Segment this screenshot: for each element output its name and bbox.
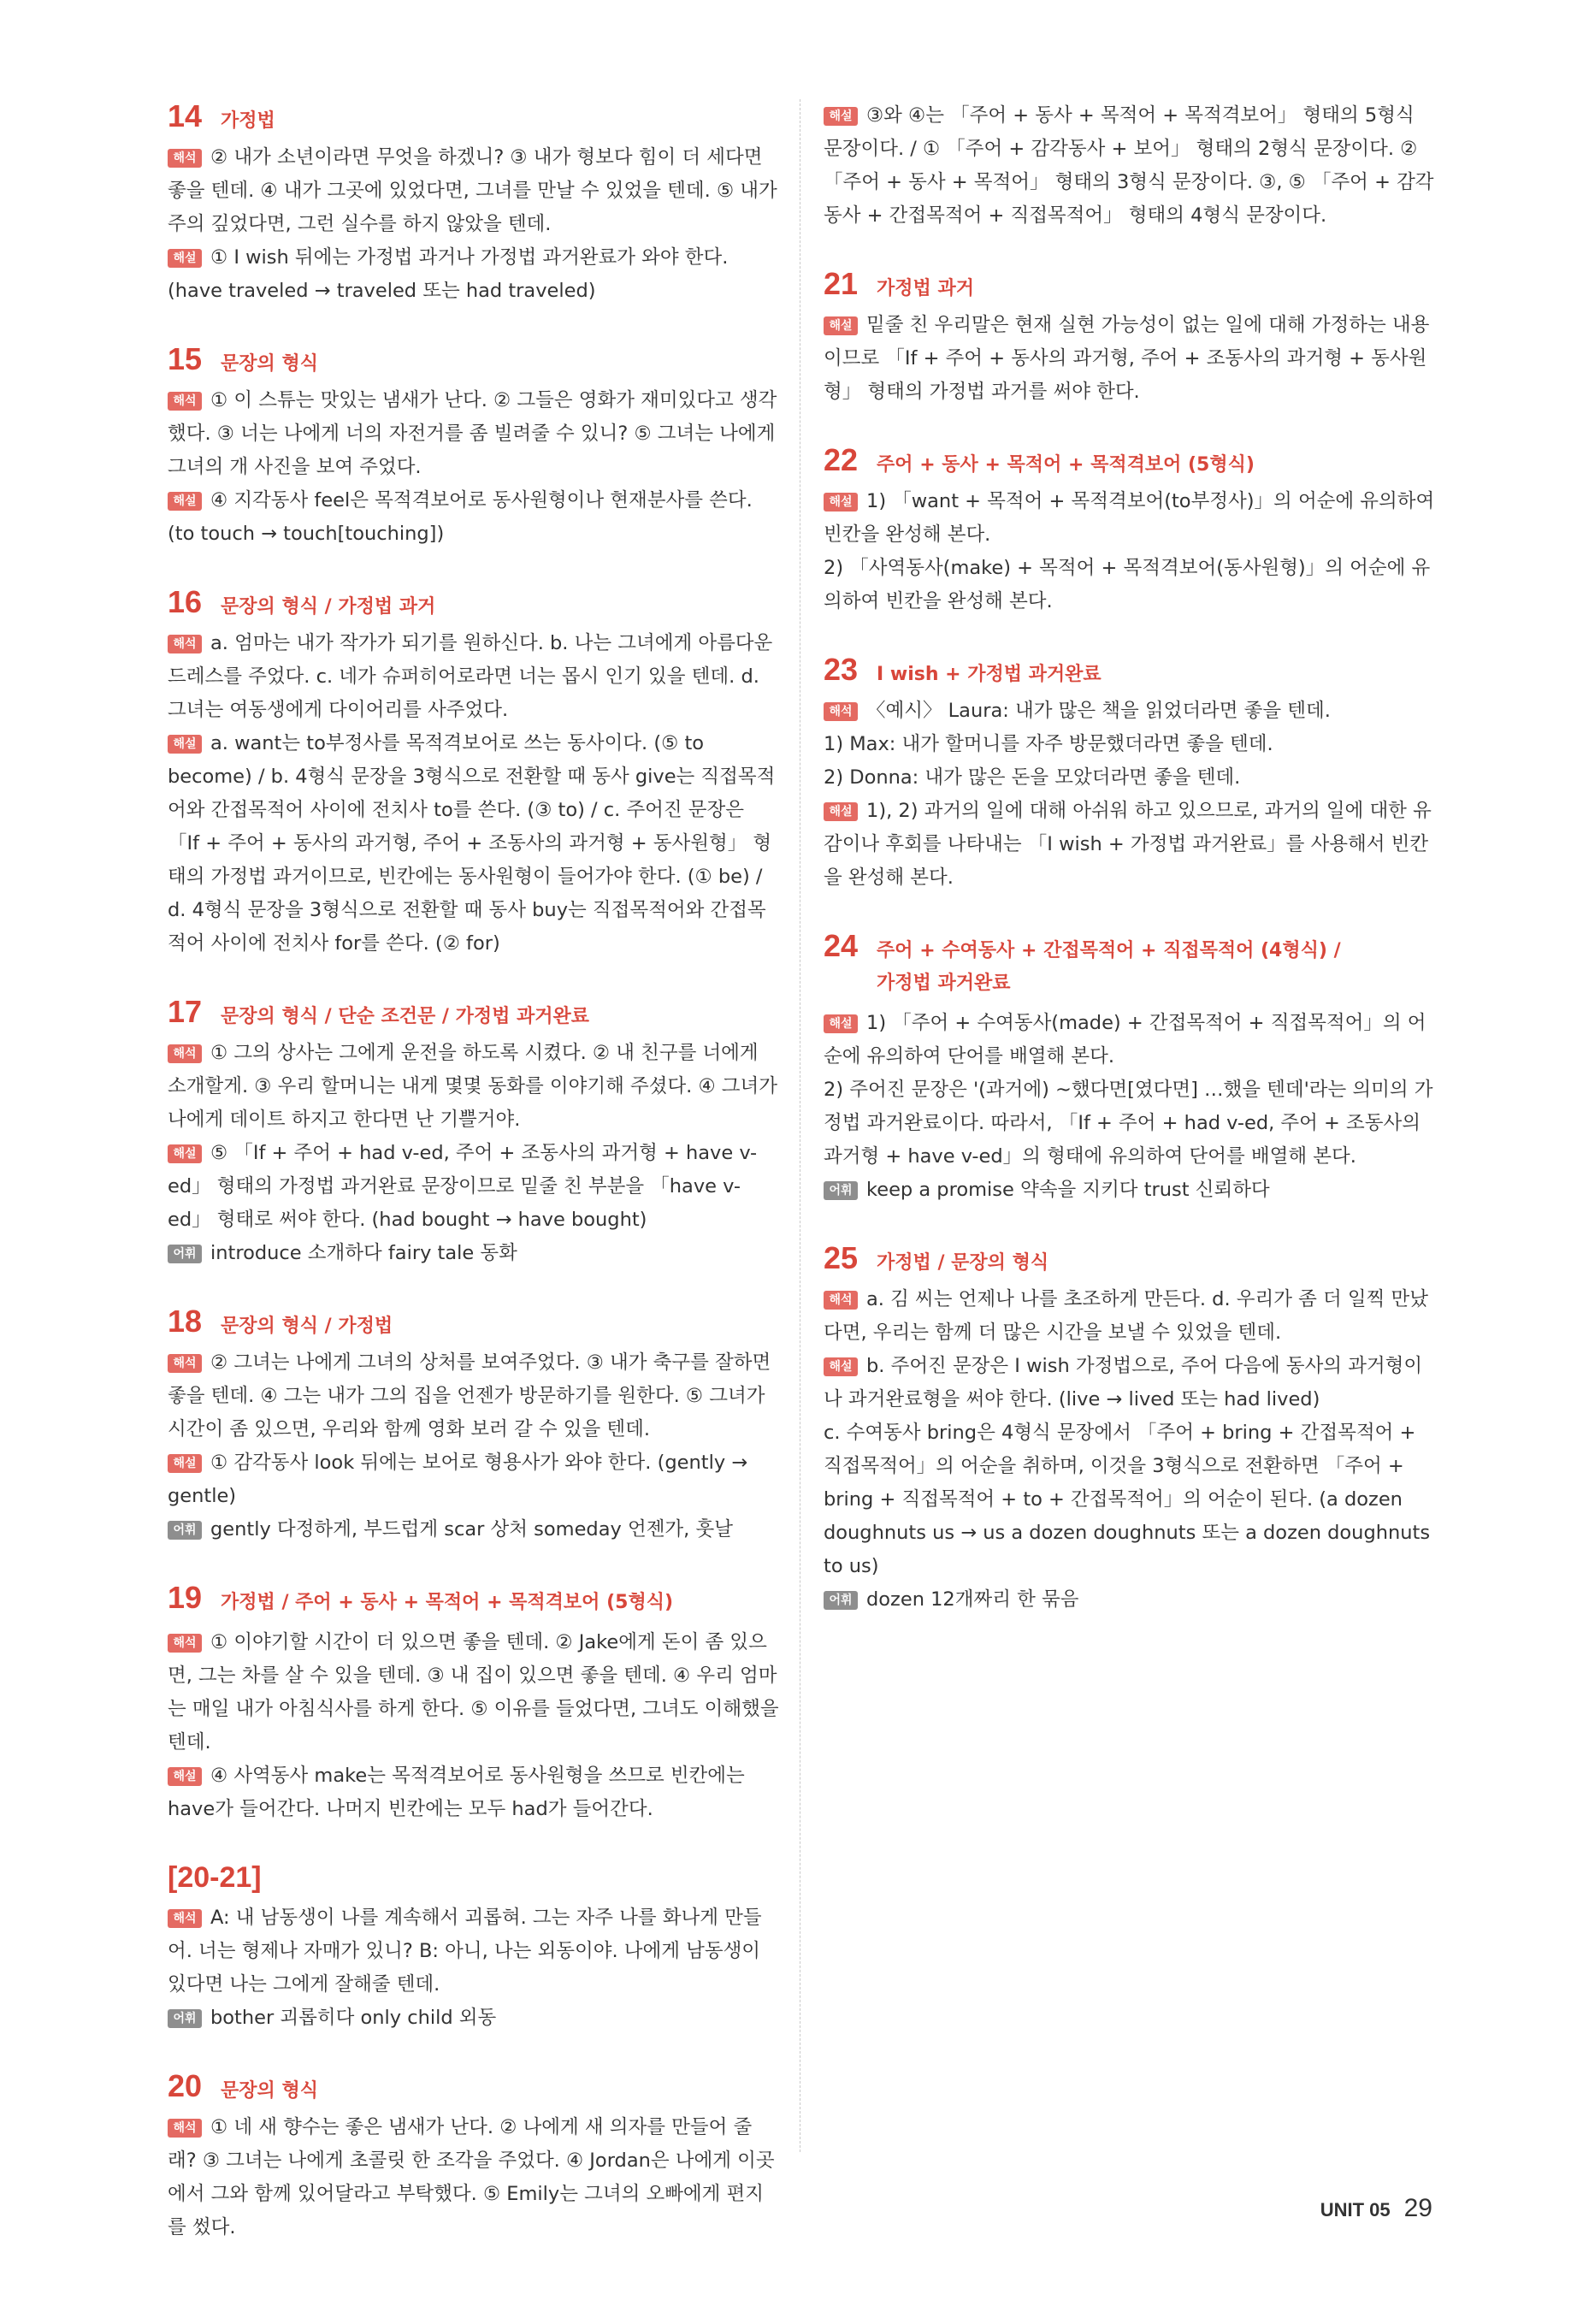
question-header (824, 443, 1435, 478)
page-number: 29 (1403, 2194, 1432, 2222)
question-topic: 가정법 / 문장의 형식 (877, 1252, 1049, 1274)
question-block (168, 995, 779, 1270)
question-topic: I wish + 가정법 과거완료 (877, 664, 1102, 685)
explanation-paragraph (168, 727, 779, 961)
question-number: 17 (168, 994, 203, 1029)
question-header (824, 1241, 1435, 1276)
label-badge: 해설 (168, 1767, 202, 1786)
label-badge: 해설 (824, 1014, 858, 1033)
question-topic: 문장의 형식 (221, 2080, 318, 2102)
question-header (824, 929, 1435, 1000)
explanation-paragraph (824, 485, 1435, 552)
question-number: 14 (168, 98, 203, 133)
paragraph-text: ① 이야기할 시간이 더 있으면 좋을 텐데. ② Jake에게 돈이 좀 있으면, 그는 차를 살 수 있을 텐데. ③ 내 집이 있으면 좋을 텐데. ④ 우리 엄마는 매일 내가 아침식사를 하게 한다. ⑤ 이유를 들었다면, 그녀도 이해했을 텐데. (168, 1631, 779, 1753)
paragraph-text: ③와 ④는 「주어 + 동사 + 목적어 + 목적격보어」 형태의 5형식 문장이다. / ① 「주어 + 감각동사 + 보어」 형태의 2형식 문장이다. ② 「주어 + 동사 + 목적어」 형태의 3형식 문장이다. ③, ⑤ 「주어 + 감각동사 + 간접목적어 + 직접목적어」 형태의 4형식 문장이다. (824, 104, 1434, 227)
question-block (168, 2069, 779, 2244)
question-topic: 가정법 (221, 110, 275, 132)
question-header (168, 342, 779, 377)
question-header (168, 995, 779, 1030)
paragraph-text: b. 주어진 문장은 I wish 가정법으로, 주어 다음에 동사의 과거형이나 과거완료형을 써야 한다. (live → lived 또는 had lived) (824, 1355, 1423, 1410)
paragraph-text: c. 수여동사 bring은 4형식 문장에서 「주어 + bring + 간접목적어 + 직접목적어」의 어순을 취하며, 이것을 3형식으로 전환하면 「주어 + bring + 직접목적어 + to + 간접목적어」의 어순이 된다. (a dozen doughnuts us → us a dozen doughnuts 또는 a dozen doughnuts to us) (824, 1422, 1431, 1577)
explanation-paragraph (824, 1073, 1435, 1174)
question-number: 24 (824, 928, 859, 963)
explanation-paragraph (168, 141, 779, 241)
question-block (168, 585, 779, 961)
paragraph-text: ① I wish 뒤에는 가정법 과거나 가정법 과거완료가 와야 한다. (have traveled → traveled 또는 had traveled) (168, 246, 729, 302)
question-header (168, 1304, 779, 1339)
label-badge: 해석 (168, 392, 202, 411)
paragraph-text: keep a promise 약속을 지키다 trust 신뢰하다 (866, 1179, 1270, 1201)
label-badge: 해석 (168, 149, 202, 168)
paragraph-text: a. 엄마는 내가 작가가 되기를 원하신다. b. 나는 그녀에게 아름다운 드레스를 주었다. c. 네가 슈퍼히어로라면 너는 몹시 인기 있을 텐데. d. 그녀는 여동생에게 다이어리를 사주었다. (168, 632, 773, 721)
explanation-paragraph (824, 552, 1435, 618)
label-badge: 해석 (168, 1909, 202, 1928)
explanation-paragraph (824, 761, 1435, 795)
paragraph-text: 1) 「want + 목적어 + 목적격보어(to부정사)」의 어순에 유의하여 빈칸을 완성해 본다. (824, 490, 1435, 546)
label-badge: 해석 (168, 2119, 202, 2138)
paragraph-text: ④ 지각동사 feel은 목적격보어로 동사원형이나 현재분사를 쓴다. (to touch → touch[touching]) (168, 489, 753, 545)
label-badge: 해설 (168, 1144, 202, 1163)
explanation-paragraph (824, 728, 1435, 761)
page-footer (1320, 2194, 1432, 2223)
question-header (168, 1860, 779, 1895)
label-badge: 해석 (168, 1634, 202, 1653)
label-badge: 어휘 (824, 1181, 858, 1200)
question-block (168, 1581, 779, 1826)
explanation-paragraph (168, 2002, 779, 2035)
paragraph-text: ① 감각동사 look 뒤에는 보어로 형용사가 와야 한다. (gently → gentle) (168, 1452, 748, 1507)
question-block (168, 1860, 779, 2035)
explanation-paragraph (168, 384, 779, 484)
label-badge: 해설 (824, 493, 858, 512)
question-block (168, 99, 779, 308)
paragraph-text: ② 내가 소년이라면 무엇을 하겠니? ③ 내가 형보다 힘이 더 세다면 좋을 텐데. ④ 내가 그곳에 있었다면, 그녀를 만날 수 있었을 텐데. ⑤ 내가 주의 깊었다면, 그런 실수를 하지 않았을 텐데. (168, 146, 777, 235)
paragraph-text: 1) 「주어 + 수여동사(made) + 간접목적어 + 직접목적어」의 어순에 유의하여 단어를 배열해 본다. (824, 1012, 1426, 1067)
question-number: 18 (168, 1304, 203, 1339)
explanation-paragraph (168, 1626, 779, 1759)
question-topic: 가정법 과거 (877, 278, 974, 299)
explanation-paragraph (168, 1513, 779, 1546)
question-header (168, 1581, 779, 1619)
question-header (168, 99, 779, 134)
explanation-paragraph (168, 627, 779, 727)
paragraph-text: 2) 「사역동사(make) + 목적어 + 목적격보어(동사원형)」의 어순에 유의하여 빈칸을 완성해 본다. (824, 557, 1431, 612)
paragraph-text: ② 그녀는 나에게 그녀의 상처를 보여주었다. ③ 내가 축구를 잘하면 좋을 텐데. ④ 그는 내가 그의 집을 언젠가 방문하기를 원한다. ⑤ 그녀가 시간이 좀 있으면, 우리와 함께 영화 보러 갈 수 있을 텐데. (168, 1351, 771, 1440)
paragraph-text: a. want는 to부정사를 목적격보어로 쓰는 동사이다. (⑤ to become) / b. 4형식 문장을 3형식으로 전환할 때 동사 give는 직접목적어와 간접목적어 사이에 전치사 to를 쓴다. (③ to) / c. 주어진 문장은 「If + 주어 + 동사의 과거형, 주어 + 조동사의 과거형 + 동사원형」 형태의 가정법 과거이므로, 빈칸에는 동사원형이 들어가야 한다. (① be) / d. 4형식 문장을 3형식으로 전환할 때 동사 buy는 직접목적어와 간접목적어 사이에 전치사 for를 쓴다. (② for) (168, 732, 776, 955)
paragraph-text: bother 괴롭히다 only child 외동 (210, 2007, 497, 2029)
label-badge: 해석 (824, 702, 858, 721)
explanation-paragraph (168, 484, 779, 551)
explanation-paragraph (824, 1174, 1435, 1207)
paragraph-text: 1) Max: 내가 할머니를 자주 방문했더라면 좋을 텐데. (824, 733, 1273, 755)
paragraph-text: introduce 소개하다 fairy tale 동화 (210, 1242, 517, 1264)
label-badge: 해설 (168, 735, 202, 754)
paragraph-text: A: 내 남동생이 나를 계속해서 괴롭혀. 그는 자주 나를 화나게 만들어. 너는 형제나 자매가 있니? B: 아니, 나는 외동이야. 나에게 남동생이 있다면 나는 그에게 잘해줄 텐데. (168, 1907, 762, 1996)
label-badge: 해설 (168, 1454, 202, 1473)
explanation-paragraph (824, 1416, 1435, 1583)
explanation-paragraph (824, 1007, 1435, 1073)
explanation-paragraph (168, 1037, 779, 1137)
explanation-paragraph (168, 1759, 779, 1826)
left-column (168, 99, 779, 2279)
question-topic: 문장의 형식 / 단순 조건문 / 가정법 과거완료 (221, 1006, 590, 1027)
question-header (168, 585, 779, 620)
label-badge: 해석 (168, 1044, 202, 1063)
unit-label: UNIT 05 (1320, 2199, 1391, 2221)
question-number: [20-21] (168, 1861, 262, 1894)
question-block (824, 929, 1435, 1207)
explanation-paragraph (168, 1237, 779, 1270)
question-topic: 주어 + 수여동사 + 간접목적어 + 직접목적어 (4형식) / 가정법 과거완료 (877, 940, 1341, 994)
question-header (824, 653, 1435, 688)
question-topic: 문장의 형식 (221, 353, 318, 375)
explanation-paragraph (168, 1901, 779, 2002)
question-topic: 문장의 형식 / 가정법 과거 (221, 596, 436, 618)
question-number: 21 (824, 266, 859, 301)
explanation-paragraph (824, 695, 1435, 728)
question-topic: 문장의 형식 / 가정법 (221, 1316, 393, 1337)
explanation-paragraph (824, 1583, 1435, 1617)
explanation-paragraph (824, 1350, 1435, 1416)
explanation-paragraph (168, 2111, 779, 2244)
question-topic: 주어 + 동사 + 목적어 + 목적격보어 (5형식) (877, 454, 1255, 476)
question-number: 16 (168, 584, 203, 619)
question-block (824, 653, 1435, 895)
question-number: 15 (168, 341, 203, 376)
label-badge: 어휘 (824, 1591, 858, 1610)
label-badge: 어휘 (168, 1521, 202, 1540)
paragraph-text: dozen 12개짜리 한 묶음 (866, 1588, 1079, 1611)
label-badge: 어휘 (168, 2009, 202, 2028)
question-number: 19 (168, 1580, 203, 1615)
question-block (824, 99, 1435, 233)
right-column (824, 99, 1435, 1651)
label-badge: 해석 (824, 1291, 858, 1310)
explanation-paragraph (824, 309, 1435, 409)
paragraph-text: 2) Donna: 내가 많은 돈을 모았더라면 좋을 텐데. (824, 766, 1241, 789)
explanation-paragraph (824, 795, 1435, 895)
label-badge: 해설 (824, 1357, 858, 1376)
question-block (168, 342, 779, 551)
label-badge: 해설 (824, 107, 858, 126)
paragraph-text: ① 그의 상사는 그에게 운전을 하도록 시켰다. ② 내 친구를 너에게 소개할게. ③ 우리 할머니는 내게 몇몇 동화를 이야기해 주셨다. ④ 그녀가 나에게 데이트 하지고 한다면 난 기쁠거야. (168, 1042, 778, 1131)
label-badge: 해설 (168, 492, 202, 511)
label-badge: 해석 (168, 635, 202, 653)
label-badge: 해설 (824, 316, 858, 335)
explanation-paragraph (168, 1137, 779, 1237)
question-topic: 가정법 / 주어 + 동사 + 목적어 + 목적격보어 (5형식) (221, 1592, 674, 1613)
paragraph-text: 1), 2) 과거의 일에 대해 아쉬워 하고 있으므로, 과거의 일에 대한 유감이나 후회를 나타내는 「I wish + 가정법 과거완료」를 사용해서 빈칸을 완성해 본다. (824, 800, 1432, 889)
question-block (824, 267, 1435, 409)
question-header (824, 267, 1435, 302)
paragraph-text: gently 다정하게, 부드럽게 scar 상처 someday 언젠가, 훗날 (210, 1518, 733, 1540)
question-number: 20 (168, 2068, 203, 2103)
label-badge: 해설 (824, 802, 858, 821)
paragraph-text: ① 이 스튜는 맛있는 냄새가 난다. ② 그들은 영화가 재미있다고 생각했다. ③ 너는 나에게 너의 자전거를 좀 빌려줄 수 있니? ⑤ 그녀는 나에게 그녀의 개 사진을 보여 주었다. (168, 389, 777, 478)
question-block (824, 443, 1435, 618)
label-badge: 해석 (168, 1354, 202, 1373)
paragraph-text: a. 김 씨는 언제나 나를 초조하게 만든다. d. 우리가 좀 더 일찍 만났다면, 우리는 함께 더 많은 시간을 보낼 수 있었을 텐데. (824, 1288, 1428, 1344)
paragraph-text: 〈예시〉 Laura: 내가 많은 책을 읽었더라면 좋을 텐데. (866, 700, 1331, 722)
paragraph-text: 2) 주어진 문장은 '(과거에) ~했다면[였다면] …했을 텐데'라는 의미의 가정법 과거완료이다. 따라서, 「If + 주어 + had v-ed, 주어 + 조동사의 과거형 + have v-ed」의 형태에 유의하여 단어를 배열해 본다. (824, 1079, 1433, 1168)
question-number: 23 (824, 652, 859, 687)
explanation-paragraph (168, 1346, 779, 1446)
label-badge: 어휘 (168, 1245, 202, 1263)
question-header (168, 2069, 779, 2104)
paragraph-text: ⑤ 「If + 주어 + had v-ed, 주어 + 조동사의 과거형 + have v-ed」 형태의 가정법 과거완료 문장이므로 밑줄 친 부분을 「have v-ed」 형태로 써야 한다. (had bought → have bought) (168, 1142, 758, 1231)
label-badge: 해설 (168, 249, 202, 268)
paragraph-text: 밑줄 친 우리말은 현재 실현 가능성이 없는 일에 대해 가정하는 내용이므로 「If + 주어 + 동사의 과거형, 주어 + 조동사의 과거형 + 동사원형」 형태의 가정법 과거를 써야 한다. (824, 314, 1430, 403)
explanation-paragraph (168, 241, 779, 308)
explanation-paragraph (824, 99, 1435, 233)
paragraph-text: ① 네 새 향수는 좋은 냄새가 난다. ② 나에게 새 의자를 만들어 줄래? ③ 그녀는 나에게 초콜릿 한 조각을 주었다. ④ Jordan은 나에게 이곳에서 그와 함께 있어달라고 부탁했다. ⑤ Emily는 그녀의 오빠에게 편지를 썼다. (168, 2116, 775, 2238)
explanation-paragraph (824, 1283, 1435, 1350)
question-block (168, 1304, 779, 1546)
question-number: 25 (824, 1240, 859, 1275)
question-number: 22 (824, 442, 859, 477)
paragraph-text: ④ 사역동사 make는 목적격보어로 동사원형을 쓰므로 빈칸에는 have가 들어간다. 나머지 빈칸에는 모두 had가 들어간다. (168, 1765, 745, 1820)
question-block (824, 1241, 1435, 1617)
explanation-paragraph (168, 1446, 779, 1513)
